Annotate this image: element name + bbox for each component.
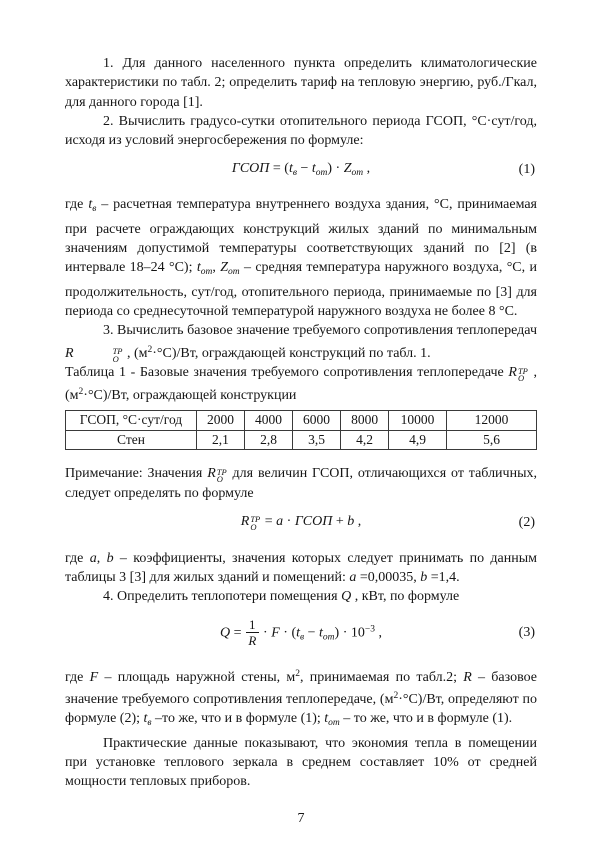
paragraph-item-4 (65, 587, 537, 606)
text-run: ГСОП (294, 514, 333, 530)
stacked-sup-sub (517, 365, 528, 384)
equation-1-body (232, 161, 370, 178)
text-run: ·°С)/Вт, определяют по формуле (2); (65, 692, 537, 727)
subscript: О (216, 474, 223, 485)
text-run: , (м (65, 365, 537, 403)
text-run: от (351, 168, 364, 179)
text-run: в (292, 168, 297, 179)
text-run: от (328, 718, 340, 729)
table-cell: 6000 (293, 411, 341, 431)
equation-1-number: (1) (518, 161, 535, 177)
text-run: b (420, 570, 428, 586)
table-cell: 4,9 (389, 430, 447, 450)
text-run: от (200, 267, 213, 278)
text-run: R (240, 514, 250, 530)
text-run: Q (220, 624, 231, 640)
fraction-denominator: R (248, 633, 257, 649)
text-run: t (143, 711, 148, 727)
text-run: F (271, 624, 280, 640)
text-run: , (212, 260, 221, 276)
text-run: 2 (393, 691, 399, 702)
text-run: R (463, 669, 472, 685)
subscript: О (112, 353, 119, 364)
text-run: Q (341, 589, 352, 605)
text-run: t (88, 197, 93, 213)
paragraph-item-2 (65, 112, 537, 151)
text-run: · (283, 514, 295, 530)
text-run: R (207, 466, 216, 482)
text-run: , (354, 514, 362, 530)
text-run: = ( (269, 161, 289, 177)
text-run: –то же, что и в формуле (1); (151, 711, 325, 727)
text-run: для величин ГСОП, отличающихся от табличных, следует определять по формуле (65, 466, 537, 501)
fraction-numerator: 1 (246, 618, 259, 634)
table-cell: 5,6 (447, 430, 537, 450)
table-cell: 3,5 (293, 430, 341, 450)
text-run: 2 (295, 668, 300, 679)
table-cell: 8000 (341, 411, 389, 431)
text-run: R (508, 365, 517, 381)
text-run: ) · 10 (334, 624, 365, 640)
text-run: = (230, 624, 246, 640)
text-run: =1,4. (427, 570, 460, 586)
superscript: ТР (112, 345, 123, 356)
text-run: · (259, 624, 272, 640)
table-row (66, 430, 537, 450)
text-run: , (м (123, 345, 148, 361)
text-run: Z (343, 161, 352, 177)
text-run: =0,00035, (356, 570, 421, 586)
table-cell: 2,1 (196, 430, 244, 450)
text-run: ·°С)/Вт, ограждающей конструкции (83, 387, 297, 403)
text-run: 3. Вычислить базовое значение требуемого сопротивления теплопередач (103, 323, 537, 339)
text-run: от (228, 267, 240, 278)
paragraph-where-2 (65, 549, 537, 588)
table-cell: 4000 (244, 411, 292, 431)
text-run: a (89, 550, 97, 566)
equation-2-body (241, 514, 362, 532)
text-run: t (288, 161, 293, 177)
text-run: F (89, 669, 99, 685)
text-run: t (324, 711, 329, 727)
text-run: ГСОП (231, 161, 270, 177)
fraction (246, 618, 259, 648)
text-run: , принимаемая по табл.2; (300, 669, 464, 685)
subscript: О (517, 373, 525, 384)
text-run: – расчетная температура внутреннего воздуха здания, °С, принимаемая при расчете ограждающих конструкций жилых зданий по минимальным значениям допустимой температуры соответствующих зданий по [2] (в интервале 18–24 °С); (65, 197, 537, 276)
text-run: – коэффициенты, значения которых следует принимать по данным таблицы 3 [3] для жилых зданий и помещений: (65, 550, 538, 586)
text-run: Практические данные показывают, что экономия тепла в помещении при установке теплового зеркала в среднем составляет 10% от средней мощности тепловых приборов. (65, 735, 537, 790)
table-cell: 10000 (389, 411, 447, 431)
stacked-sup-sub (75, 345, 123, 364)
text-run: – средняя температура наружного воздуха, °С, и продолжительность, сут/год, отопительного периода, принимаемые по [3] для периода со среднесуточной температурой наружного воздуха не более 8 °С. (65, 260, 537, 319)
text-run: t (311, 161, 316, 177)
table-cell: Стен (66, 430, 197, 450)
table-cell: 2000 (196, 411, 244, 431)
paragraph-item-3 (65, 321, 537, 363)
table-row (66, 411, 537, 431)
text-run: R (65, 345, 74, 361)
equation-2-number: (2) (518, 514, 535, 530)
text-run: Таблица 1 - Базовые значения требуемого сопротивления теплопередаче (65, 365, 509, 381)
text-run: ·°С)/Вт, ограждающей конструкций по табл. 1. (152, 345, 431, 361)
text-run: = (261, 514, 277, 530)
equation-2 (65, 514, 537, 532)
text-run: , (374, 624, 382, 640)
text-run: 2. Вычислить градусо-сутки отопительного периода ГСОП, °С·сут/год, исходя из условий энергосбережения по формуле: (65, 113, 537, 149)
text-run: t (319, 624, 323, 640)
text-run: b (106, 550, 114, 566)
superscript: ТР (250, 514, 261, 525)
table-cell: ГСОП, °С·сут/год (66, 411, 197, 431)
superscript: ТР (517, 365, 528, 376)
text-run: где (65, 550, 90, 566)
table-caption (65, 363, 537, 405)
table-cell: 2,8 (244, 430, 292, 450)
text-run: t (296, 624, 300, 640)
text-run: a (349, 570, 357, 586)
text-run: − (296, 161, 312, 177)
equation-1 (65, 161, 537, 178)
text-run: a (276, 514, 284, 530)
equation-3-number: (3) (518, 624, 535, 640)
page-number: 7 (297, 810, 305, 826)
text-run: t (196, 260, 201, 276)
equation-3-body (220, 618, 382, 648)
text-run: от (322, 631, 335, 642)
text-run: Примечание: Значения (65, 466, 208, 482)
text-run: в (147, 718, 152, 729)
text-run: Z (220, 260, 228, 276)
text-run: ) · (327, 161, 344, 177)
text-run: 1. Для данного населенного пункта определить климатологические характеристики по табл. 2; определить тариф на тепловую энергию, руб./Гкал, для данного города [1]. (65, 56, 537, 110)
subscript: О (250, 522, 257, 533)
text-run: b (347, 514, 355, 530)
text-run: + (332, 514, 348, 530)
text-run: – площадь наружной стены, м (98, 669, 296, 685)
text-run: в (300, 631, 305, 642)
text-run: – то же, что и в формуле (1). (339, 711, 513, 727)
table-cell: 4,2 (341, 430, 389, 450)
data-table (65, 410, 537, 450)
stacked-sup-sub (216, 466, 227, 485)
text-run: от (315, 168, 328, 179)
paragraph-where-1 (65, 195, 537, 321)
paragraph-item-1 (65, 54, 537, 112)
text-run: в (92, 204, 97, 215)
table-cell: 12000 (447, 411, 537, 431)
text-run: 2 (78, 386, 84, 397)
text-run: , (96, 550, 107, 566)
text-run: , кВт, по формуле (351, 589, 460, 605)
equation-3 (65, 618, 537, 648)
superscript: ТР (216, 466, 227, 477)
stacked-sup-sub (250, 516, 260, 531)
text-run: , (363, 161, 371, 177)
text-run: где (65, 669, 90, 685)
paragraph-note (65, 464, 537, 503)
text-run: – базовое значение требуемого сопротивления теплопередаче, (м (65, 669, 537, 708)
text-run: · ( (279, 624, 297, 640)
text-run: где (65, 197, 89, 213)
paragraph-where-3 (65, 665, 537, 734)
paragraph-practical (65, 734, 537, 792)
text-run: 4. Определить теплопотери помещения (103, 589, 342, 605)
text-run: −3 (364, 623, 375, 634)
text-run: − (304, 624, 320, 640)
text-run: 2 (147, 344, 153, 355)
